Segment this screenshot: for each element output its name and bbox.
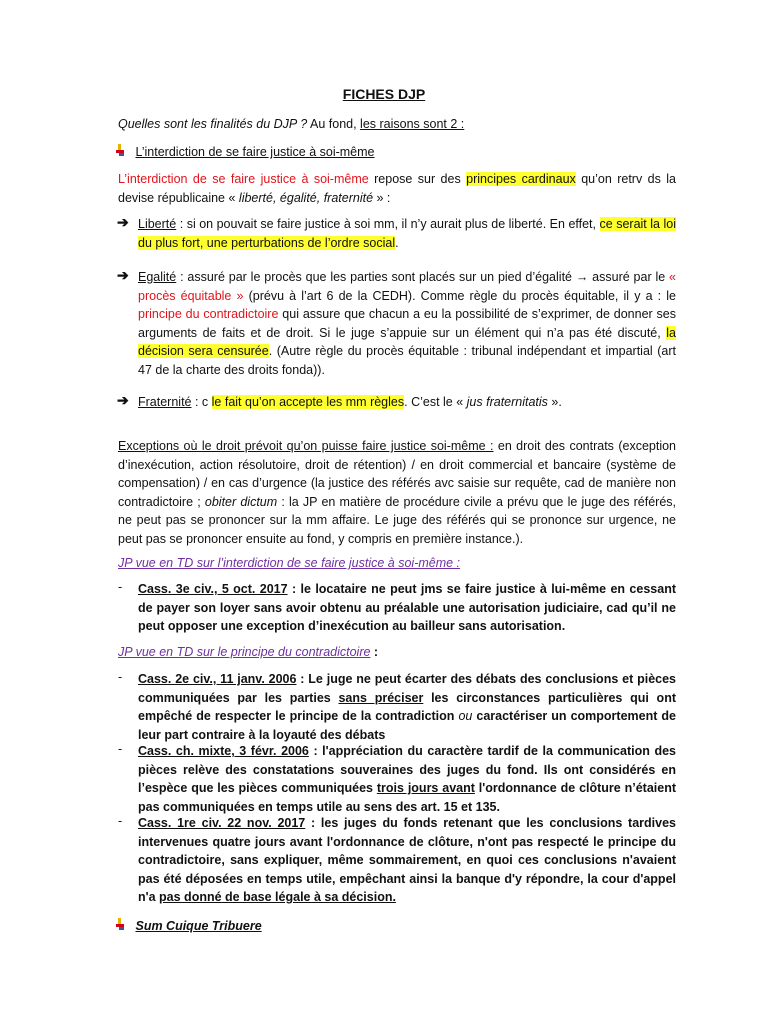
jp-heading-2-text: JP vue en TD sur le principe du contradictoire — [118, 645, 371, 659]
liberte-end: . — [395, 235, 399, 250]
jp-item — [138, 580, 676, 636]
contradictoire-item-italic: ou — [458, 709, 473, 723]
section1-heading: L’interdiction de se faire justice à soi-même — [135, 145, 375, 159]
jp-heading-2-end: : — [370, 645, 379, 659]
contradictoire-item — [138, 814, 676, 907]
fraternite-t1: : c — [191, 395, 212, 409]
right-arrow-icon: ➔ — [117, 392, 129, 408]
contradictoire-item-ref: Cass. 2e civ., 11 janv. 2006 — [138, 672, 297, 686]
section2-heading: Sum Cuique Tribuere — [135, 919, 262, 933]
egalite-t1: : assuré par le procès que les parties sont placés sur un pied d’égalité → assuré par le — [176, 270, 670, 284]
contradictoire-item-underline: pas donné de base légale à sa décision. — [159, 890, 396, 904]
jp-heading-1 — [118, 554, 676, 573]
egalite-highlight: la décision sera censurée — [138, 325, 676, 358]
fraternite-t2: . C’est le « — [404, 395, 467, 409]
right-arrow-icon: ➔ — [117, 214, 129, 230]
fraternite-label: Fraternité — [138, 395, 192, 409]
exceptions-paragraph — [118, 437, 676, 548]
liberte-text: : si on pouvait se faire justice à soi mm, il n’y aurait plus de liberté. En effet, — [176, 217, 600, 231]
contradictoire-item-t3: caractériser un comportement de leur part contraire à la loyauté des débats — [138, 709, 677, 742]
contradictoire-item-ref: Cass. 1re civ. 22 nov. 2017 — [138, 816, 306, 830]
egalite-label: Egalité — [138, 270, 177, 284]
jp-heading-2 — [118, 643, 676, 662]
liberte-highlight: ce serait la loi du plus fort, une perturbations de l’ordre social — [138, 217, 676, 250]
fraternite-t3: ». — [547, 395, 562, 409]
egalite-red2: principe du contradictoire — [138, 307, 279, 321]
egalite-paragraph — [138, 268, 676, 379]
section1-heading-row — [116, 143, 516, 162]
contradictoire-item-t2: l'ordonnance de clôture n’étaient pas communiquées en temps utile au sens des art. 15 et 135. — [138, 781, 676, 814]
lead-italic: liberté, égalité, fraternité — [238, 190, 374, 205]
egalite-t4: . (Autre règle du procès équitable : tribunal indépendant et impartial (art 47 de la charte des droits fonda)). — [138, 344, 676, 377]
right-arrow-icon: ➔ — [117, 267, 129, 283]
intro-line — [118, 115, 658, 134]
contradictoire-item-t1: : les juges du fonds retenant que les conclusions tardives intervenues quatre jours avant l'ordonnance de clôture, n'ont pas respecté le principe du contradictoire, sans expliquer, même sommairement, en quoi ces conclusions n'avaient pas été déposées en temps utile, empêchant ainsi la banque d'y répondre, la cour d'appel n'a — [138, 816, 677, 904]
egalite-t3: qui assure que chacun a eu la possibilité de s’exprimer, de donner ses arguments de faits et de droit. Si le juge s’appuie sur un élément qui n’a pas été discuté, — [138, 307, 676, 340]
dash-bullet: - — [118, 580, 123, 594]
exceptions-italic: obiter dictum — [204, 494, 278, 509]
contradictoire-item — [138, 670, 676, 744]
jp-item-ref: Cass. 3e civ., 5 oct. 2017 — [138, 582, 288, 596]
section1-lead — [118, 170, 676, 207]
fraternite-paragraph — [138, 393, 676, 412]
contradictoire-item-t2: les circonstances particulières qui ont empêché de respecter le principe de la contradiction — [138, 690, 676, 723]
contradictoire-item-underline: sans préciser — [338, 690, 424, 705]
liberte-label: Liberté — [138, 217, 177, 231]
liberte-paragraph — [138, 215, 676, 252]
flag-bullet-icon — [116, 144, 126, 156]
exceptions-t2: : la JP en matière de procédure civile a prévu que le juge des référés, ne peut pas se prononcer sur la mm affaire. Le juge des référés qui se prononce sur urgence, ne peut pas se prononcer ensuite au fond, y compris en première instance.). — [118, 494, 677, 546]
fraternite-highlight: le fait qu’on accepte les mm règles — [211, 395, 405, 409]
contradictoire-item-t1: : l'appréciation du caractère tardif de la communication des pièces relève des constatations souveraines des juges du fond. Ils ont considérés en l’espèce que les pièces communiquées — [138, 744, 676, 795]
dash-bullet: - — [118, 670, 123, 684]
egalite-t2: (prévu à l’art 6 de la CEDH). Comme règle du procès équitable, il y a : le — [243, 288, 676, 303]
contradictoire-item-ref: Cass. ch. mixte, 3 févr. 2006 — [138, 744, 309, 758]
intro-answer-prefix: Au fond, — [307, 117, 361, 131]
egalite-red1: « procès équitable » — [138, 270, 676, 303]
jp-heading-1-text: JP vue en TD sur l’interdiction de se faire justice à soi-même : — [118, 556, 461, 570]
fraternite-italic: jus fraternitatis — [466, 395, 548, 409]
contradictoire-item-underline: trois jours avant — [376, 781, 475, 795]
intro-answer: les raisons sont 2 : — [360, 117, 465, 131]
dash-bullet: - — [118, 742, 123, 756]
section2-heading-row — [116, 917, 516, 936]
flag-bullet-icon — [116, 918, 126, 930]
lead-mid: repose sur des — [368, 172, 467, 186]
contradictoire-item — [138, 742, 676, 816]
exceptions-t1: en droit des contrats (exception d’inexécution, action résolutoire, droit de rétention) / en droit commercial et bancaire (système de compensation) / en cas d’urgence (la justice des référés avc saisie sur requête, cad de manière non contradictoire ; — [118, 439, 676, 509]
exceptions-label: Exceptions où le droit prévoit qu’on puisse faire justice soi-même : — [118, 439, 494, 453]
page-title: FICHES DJP — [342, 86, 426, 102]
lead-highlight: principes cardinaux — [466, 172, 576, 186]
lead-rest: qu’on retrv ds la devise républicaine « — [118, 172, 676, 205]
contradictoire-item-t1: : Le juge ne peut écarter des débats des conclusions et pièces communiquées par les parties — [138, 672, 676, 705]
dash-bullet: - — [118, 814, 123, 828]
intro-question: Quelles sont les finalités du DJP ? — [118, 117, 308, 131]
jp-item-text: : le locataire ne peut jms se faire justice à lui-même en cessant de payer son loyer sans avoir obtenu au préalable une autorisation judiciaire, cad qu’il ne peut opposer une exception d’inexécution au bailleur sans autorisation. — [138, 582, 676, 633]
lead-end: » : — [373, 190, 391, 205]
lead-red: L’interdiction de se faire justice à soi-même — [118, 172, 369, 186]
